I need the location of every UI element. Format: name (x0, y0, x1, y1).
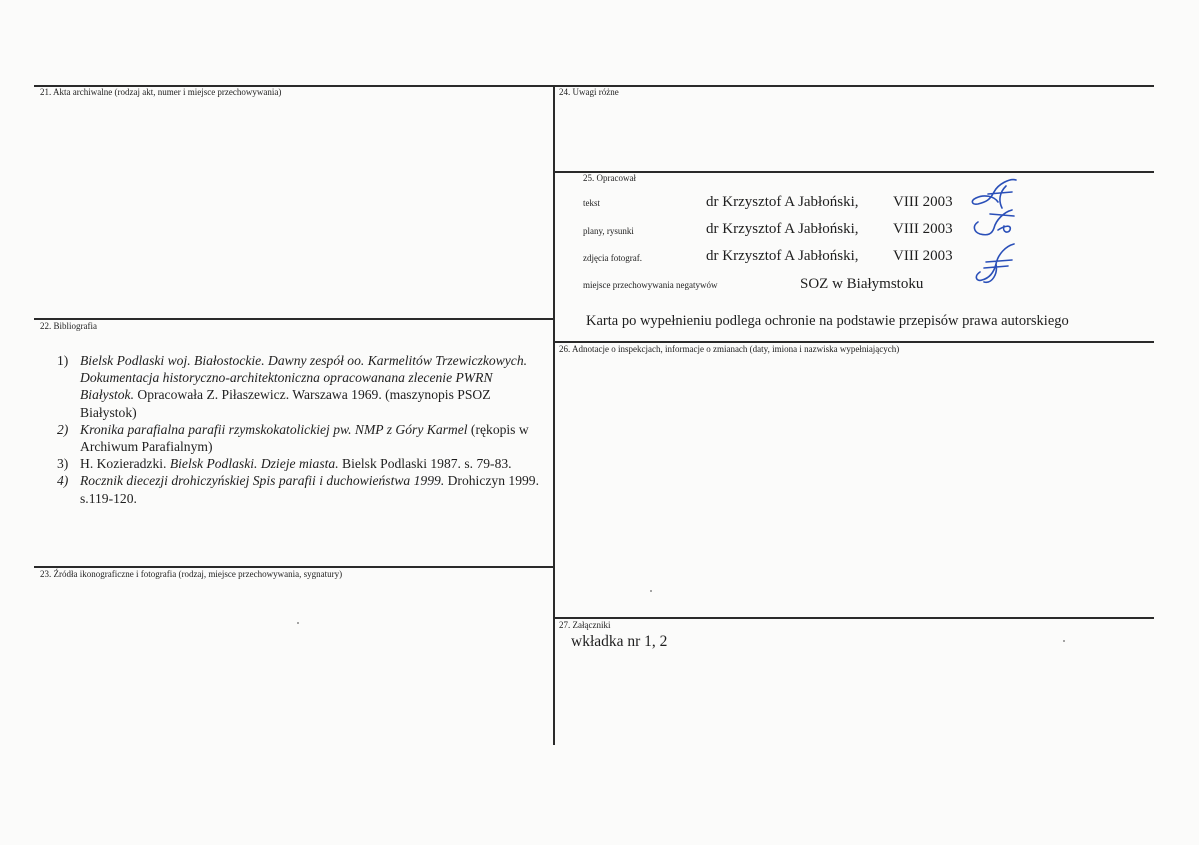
prepared-photos-label: zdjęcia fotograf. (583, 253, 642, 263)
bibliography-details: Drohiczyn 1999. s.119-120. (80, 473, 539, 506)
rule-23 (34, 566, 554, 568)
negatives-label: miejsce przechowywania negatywów (583, 280, 718, 290)
bibliography-number: 3) (57, 456, 69, 472)
bibliography-title: Bielsk Podlaski. Dzieje miasta. (169, 456, 339, 472)
section-27-label: 27. Załączniki (559, 620, 611, 630)
rule-26 (554, 341, 1154, 343)
bibliography-details: (rękopis w Archiwum Parafialnym) (80, 421, 529, 455)
section-24-label: 24. Uwagi różne (559, 87, 619, 97)
prepared-text-label: tekst (583, 198, 600, 208)
scan-speck (1063, 640, 1065, 642)
bibliography-title: Kronika parafialna parafii rzymskokatolickiej pw. NMP z Góry Karmel (80, 421, 468, 437)
bibliography-item (42, 421, 547, 455)
bibliography-list (42, 352, 547, 507)
bibliography-number: 1) (57, 353, 69, 368)
bibliography-title: Rocznik diecezji drohiczyńskiej Spis parafii i duchowieństwa 1999. (80, 473, 445, 489)
negatives-value: SOZ w Białymstoku (800, 276, 924, 292)
scan-speck (297, 622, 299, 624)
section-22-label: 22. Bibliografia (40, 321, 97, 331)
rule-25 (554, 171, 1154, 173)
bibliography-number: 2) (57, 421, 69, 437)
section-21-label: 21. Akta archiwalne (rodzaj akt, numer i miejsce przechowywania) (40, 87, 282, 97)
bibliography-number: 4) (57, 473, 69, 489)
copyright-notice: Karta po wypełnieniu podlega ochronie na podstawie przepisów prawa autorskiego (586, 313, 1069, 329)
section-26-label: 26. Adnotacje o inspekcjach, informacje o zmianach (daty, imiona i nazwiska wypełniających) (559, 344, 900, 354)
bibliography-title: Bielsk Podlaski woj. Białostockie. Dawny zespół oo. Karmelitów Trzewiczkowych. Dokumentacja historyczno-architektoniczna opracowanana zlecenie PWRN Białystok. (80, 353, 528, 403)
bibliography-item (42, 352, 547, 421)
rule-27 (554, 617, 1154, 619)
prepared-plans-person: dr Krzysztof A Jabłoński, (706, 221, 859, 237)
bibliography-item (42, 472, 547, 506)
bibliography-item (42, 455, 547, 472)
rule-22 (34, 318, 554, 320)
bibliography-details: Bielsk Podlaski 1987. s. 79-83. (338, 456, 512, 472)
prepared-plans-label: plany, rysunki (583, 226, 634, 236)
scan-speck (650, 590, 652, 592)
prepared-plans-date: VIII 2003 (893, 221, 953, 237)
rule-top-right (554, 85, 1154, 87)
signature-plans (968, 206, 1028, 242)
section-23-label: 23. Źródła ikonograficzne i fotografia (rodzaj, miejsce przechowywania, sygnatury) (40, 569, 343, 579)
signature-photos (968, 240, 1028, 288)
prepared-text-person: dr Krzysztof A Jabłoński, (706, 194, 859, 210)
bibliography-details: Opracowała Z. Piłaszewicz. Warszawa 1969. (maszynopis PSOZ Białystok) (80, 387, 491, 420)
bibliography-author: H. Kozieradzki. (80, 456, 170, 472)
prepared-photos-date: VIII 2003 (893, 248, 953, 264)
column-divider (553, 85, 555, 745)
prepared-photos-person: dr Krzysztof A Jabłoński, (706, 248, 859, 264)
attachments-value: wkładka nr 1, 2 (571, 633, 668, 650)
prepared-text-date: VIII 2003 (893, 194, 953, 210)
section-25-label: 25. Opracował (583, 173, 636, 183)
